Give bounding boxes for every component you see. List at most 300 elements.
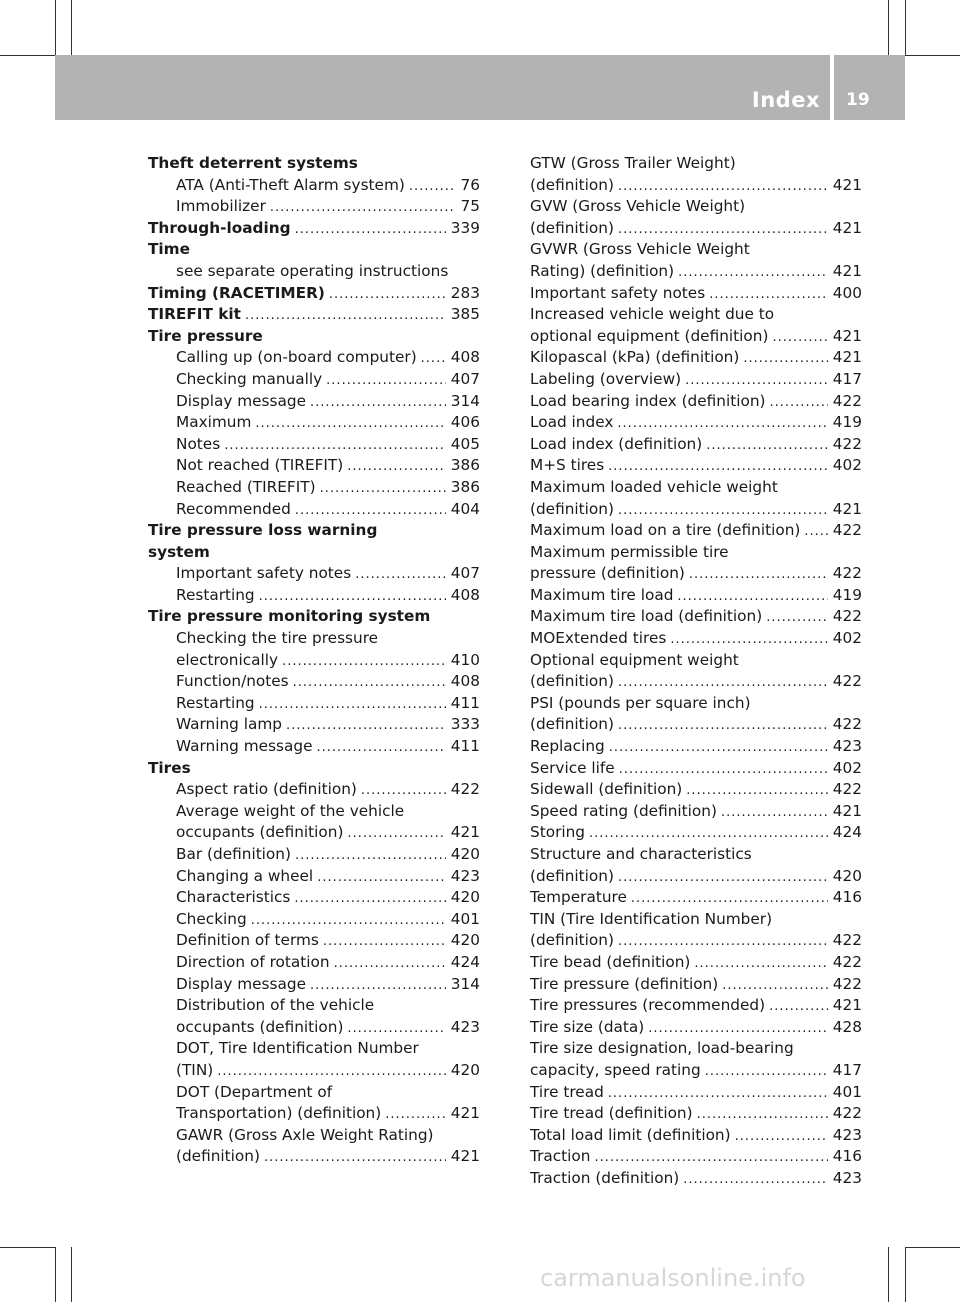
index-column-right bbox=[530, 153, 862, 1190]
index-entry-page: 402 bbox=[832, 758, 862, 777]
index-entry bbox=[148, 261, 480, 283]
index-entry-page: 386 bbox=[450, 477, 480, 496]
index-entry-page: 407 bbox=[450, 369, 480, 388]
index-entry-page: 411 bbox=[450, 693, 480, 712]
crop-mark bbox=[0, 55, 55, 56]
dot-leader bbox=[648, 1018, 828, 1040]
index-entry-text: system bbox=[148, 542, 210, 561]
index-entry-text: (definition) bbox=[530, 931, 614, 950]
index-entry-text: Direction of rotation bbox=[176, 952, 330, 971]
index-entry-text: Service life bbox=[530, 758, 615, 777]
index-entry bbox=[148, 563, 480, 585]
index-entry bbox=[148, 347, 480, 369]
index-entry bbox=[530, 822, 862, 844]
crop-mark bbox=[888, 0, 889, 55]
index-entry-text: Maximum permissible tire bbox=[530, 542, 729, 561]
index-entry-text: capacity, speed rating bbox=[530, 1060, 701, 1079]
index-entry bbox=[530, 304, 862, 326]
index-entry bbox=[148, 369, 480, 391]
dot-leader bbox=[355, 564, 446, 586]
index-entry bbox=[530, 974, 862, 996]
index-entry bbox=[148, 455, 480, 477]
index-entry-text: (definition) bbox=[176, 1147, 260, 1166]
dot-leader bbox=[294, 888, 445, 910]
index-entry-page: 417 bbox=[832, 369, 862, 388]
index-entry-page: 410 bbox=[450, 650, 480, 669]
index-entry-text: Maximum tire load (definition) bbox=[530, 607, 763, 626]
index-entry-text: Maximum loaded vehicle weight bbox=[530, 477, 778, 496]
dot-leader bbox=[609, 737, 828, 759]
index-entry-page: 408 bbox=[450, 348, 480, 367]
index-entry-text: M+S tires bbox=[530, 456, 605, 475]
index-entry-page: 339 bbox=[450, 218, 480, 237]
index-entry-text: Tires bbox=[148, 758, 191, 777]
dot-leader bbox=[334, 953, 446, 975]
index-entry-page: 423 bbox=[450, 1017, 480, 1036]
index-entry-page: 420 bbox=[450, 931, 480, 950]
index-entry bbox=[530, 175, 862, 197]
index-entry-page: 422 bbox=[832, 672, 862, 691]
index-entry-text: Tire size (data) bbox=[530, 1017, 645, 1036]
dot-leader bbox=[385, 1104, 446, 1126]
index-entry-page: 421 bbox=[450, 1104, 480, 1123]
index-entry-page: 404 bbox=[450, 499, 480, 518]
index-entry-page: 423 bbox=[832, 1168, 862, 1187]
index-entry bbox=[530, 326, 862, 348]
index-entry bbox=[148, 930, 480, 952]
index-entry-text: electronically bbox=[176, 650, 279, 669]
index-entry bbox=[530, 218, 862, 240]
dot-leader bbox=[618, 672, 828, 694]
index-entry-page: 333 bbox=[450, 715, 480, 734]
index-entry-text: Load index (definition) bbox=[530, 434, 703, 453]
index-entry-text: Structure and characteristics bbox=[530, 845, 752, 863]
index-entry bbox=[148, 499, 480, 521]
dot-leader bbox=[683, 1169, 828, 1191]
index-entry-page: 421 bbox=[832, 801, 862, 820]
index-entry-page: 422 bbox=[832, 780, 862, 799]
index-entry bbox=[148, 175, 480, 197]
index-entry-text: (definition) bbox=[530, 218, 614, 237]
index-entry-text: TIN (Tire Identification Number) bbox=[530, 909, 773, 928]
index-entry bbox=[530, 952, 862, 974]
index-entry-text: Theft deterrent systems bbox=[148, 154, 358, 172]
index-entry-text: Checking the tire pressure bbox=[176, 629, 379, 648]
index-entry bbox=[530, 736, 862, 758]
index-entry-text: Load index bbox=[530, 413, 614, 432]
index-entry-text: Average weight of the vehicle bbox=[176, 801, 405, 820]
index-entry-text: Traction bbox=[530, 1147, 591, 1166]
index-entry bbox=[530, 779, 862, 801]
index-entry bbox=[530, 520, 862, 542]
index-entry-text: Tire pressure loss warning bbox=[148, 521, 378, 540]
index-entry-text: Tire tread bbox=[530, 1082, 604, 1101]
index-entry-page: 386 bbox=[450, 456, 480, 475]
index-entry-page: 405 bbox=[450, 434, 480, 453]
index-entry-text: Reached (TIREFIT) bbox=[176, 477, 316, 496]
index-entry-text: (definition) bbox=[530, 715, 614, 734]
crop-mark bbox=[0, 1247, 55, 1248]
index-entry bbox=[530, 714, 862, 736]
index-entry-page: 422 bbox=[832, 974, 862, 993]
index-entry-page: 423 bbox=[832, 1125, 862, 1144]
index-entry bbox=[530, 499, 862, 521]
index-entry-page: 402 bbox=[832, 629, 862, 648]
index-entry bbox=[148, 1103, 480, 1125]
index-entry-page: 422 bbox=[832, 434, 862, 453]
dot-leader bbox=[217, 1061, 446, 1083]
index-entry bbox=[530, 606, 862, 628]
index-entry-text: GTW (Gross Trailer Weight) bbox=[530, 154, 736, 172]
index-entry-text: (TIN) bbox=[176, 1060, 214, 1079]
index-entry-text: Restarting bbox=[176, 585, 255, 604]
dot-leader bbox=[323, 931, 446, 953]
index-entry bbox=[530, 1017, 862, 1039]
index-entry-text: Speed rating (definition) bbox=[530, 801, 717, 820]
index-entry-text: Labeling (overview) bbox=[530, 369, 682, 388]
index-entry bbox=[148, 693, 480, 715]
dot-leader bbox=[631, 888, 828, 910]
index-entry-text: Definition of terms bbox=[176, 931, 319, 950]
dot-leader bbox=[295, 500, 446, 522]
dot-leader bbox=[295, 845, 446, 867]
dot-leader bbox=[678, 262, 828, 284]
index-entry bbox=[148, 239, 480, 261]
dot-leader bbox=[317, 737, 446, 759]
dot-leader bbox=[706, 435, 828, 457]
index-entry-page: 423 bbox=[450, 866, 480, 885]
dot-leader bbox=[264, 1147, 446, 1169]
index-entry bbox=[530, 283, 862, 305]
index-entry-text: (definition) bbox=[530, 672, 614, 691]
index-entry bbox=[530, 239, 862, 261]
index-entry bbox=[148, 1082, 480, 1104]
index-entry-text: occupants (definition) bbox=[176, 1017, 344, 1036]
index-entry-text: Temperature bbox=[530, 888, 627, 907]
index-entry-page: 422 bbox=[832, 391, 862, 410]
dot-leader bbox=[618, 219, 828, 241]
index-entry-page: 422 bbox=[832, 607, 862, 626]
index-entry-page: 420 bbox=[450, 845, 480, 863]
dot-leader bbox=[617, 413, 827, 435]
index-entry bbox=[148, 585, 480, 607]
dot-leader bbox=[594, 1147, 827, 1169]
index-entry bbox=[530, 909, 862, 931]
dot-leader bbox=[766, 607, 828, 629]
index-entry-text: Recommended bbox=[176, 499, 291, 518]
dot-leader bbox=[295, 219, 446, 241]
index-entry-text: Time bbox=[148, 240, 190, 259]
dot-leader bbox=[270, 197, 456, 219]
index-entry bbox=[148, 520, 480, 542]
page-number: 19 bbox=[846, 90, 870, 110]
index-entry-text: GAWR (Gross Axle Weight Rating) bbox=[176, 1125, 434, 1144]
index-entry bbox=[148, 1125, 480, 1147]
index-entry-text: Tire pressure bbox=[148, 326, 263, 345]
index-entry bbox=[148, 671, 480, 693]
index-entry bbox=[148, 779, 480, 801]
index-entry bbox=[530, 887, 862, 909]
index-entry-text: Kilopascal (kPa) (definition) bbox=[530, 348, 740, 367]
index-entry-text: Warning message bbox=[176, 737, 313, 756]
index-entry-page: 416 bbox=[832, 1147, 862, 1166]
index-entry bbox=[530, 801, 862, 823]
crop-mark bbox=[71, 0, 72, 55]
index-entry bbox=[530, 930, 862, 952]
index-entry-page: 314 bbox=[450, 974, 480, 993]
index-entry bbox=[530, 391, 862, 413]
index-entry bbox=[530, 563, 862, 585]
index-entry bbox=[148, 153, 480, 175]
index-entry-text: see separate operating instructions bbox=[176, 261, 449, 280]
index-entry-text: GVWR (Gross Vehicle Weight bbox=[530, 240, 750, 259]
index-entry-page: 75 bbox=[460, 197, 480, 216]
dot-leader bbox=[320, 478, 446, 500]
index-entry bbox=[530, 542, 862, 564]
index-entry bbox=[148, 714, 480, 736]
index-entry-text: Tire tread (definition) bbox=[530, 1104, 693, 1123]
watermark: carmanualsonline.info bbox=[540, 1264, 806, 1292]
index-entry-page: 422 bbox=[832, 952, 862, 971]
dot-leader bbox=[769, 996, 828, 1018]
dot-leader bbox=[282, 651, 446, 673]
index-entry bbox=[530, 412, 862, 434]
crop-mark bbox=[71, 1247, 72, 1302]
index-entry-text: optional equipment (definition) bbox=[530, 326, 769, 345]
index-entry bbox=[148, 326, 480, 348]
dot-leader bbox=[694, 953, 827, 975]
index-entry-text: Maximum bbox=[176, 413, 252, 432]
index-entry-text: Changing a wheel bbox=[176, 866, 314, 885]
index-entry bbox=[148, 477, 480, 499]
dot-leader bbox=[293, 672, 446, 694]
index-entry bbox=[148, 909, 480, 931]
index-entry-page: 400 bbox=[832, 283, 862, 302]
index-entry bbox=[148, 434, 480, 456]
index-entry-text: Storing bbox=[530, 823, 586, 842]
index-entry bbox=[530, 758, 862, 780]
index-entry-page: 283 bbox=[450, 283, 480, 302]
index-entry-text: Timing (RACETIMER) bbox=[148, 283, 325, 302]
dot-leader bbox=[618, 867, 828, 889]
index-entry-page: 424 bbox=[832, 823, 862, 842]
index-entry bbox=[530, 477, 862, 499]
index-entry-text: Replacing bbox=[530, 737, 605, 756]
dot-leader bbox=[608, 1083, 828, 1105]
index-entry bbox=[148, 1017, 480, 1039]
index-entry-text: Maximum load on a tire (definition) bbox=[530, 521, 801, 540]
index-entry-page: 428 bbox=[832, 1017, 862, 1036]
index-entry bbox=[148, 304, 480, 326]
index-entry-text: Checking bbox=[176, 909, 247, 928]
dot-leader bbox=[618, 500, 828, 522]
index-entry bbox=[148, 866, 480, 888]
index-entry bbox=[530, 844, 862, 866]
index-entry bbox=[148, 952, 480, 974]
index-entry-page: 421 bbox=[832, 218, 862, 237]
index-entry-page: 422 bbox=[832, 521, 862, 540]
index-entry-text: Immobilizer bbox=[176, 197, 266, 216]
dot-leader bbox=[286, 715, 446, 737]
index-entry-text: Traction (definition) bbox=[530, 1168, 680, 1187]
crop-mark bbox=[55, 1247, 56, 1302]
dot-leader bbox=[317, 867, 446, 889]
dot-leader bbox=[326, 370, 446, 392]
index-entry bbox=[530, 995, 862, 1017]
crop-mark bbox=[905, 1247, 960, 1248]
index-entry-text: PSI (pounds per square inch) bbox=[530, 693, 751, 712]
dot-leader bbox=[409, 176, 456, 198]
index-entry-text: Checking manually bbox=[176, 369, 323, 388]
index-entry-text: (definition) bbox=[530, 866, 614, 885]
index-entry bbox=[530, 196, 862, 218]
index-entry bbox=[530, 347, 862, 369]
index-entry bbox=[530, 866, 862, 888]
dot-leader bbox=[677, 586, 827, 608]
index-entry-page: 423 bbox=[832, 737, 862, 756]
index-entry bbox=[530, 1103, 862, 1125]
index-entry-text: Transportation) (definition) bbox=[176, 1104, 382, 1123]
index-entry bbox=[148, 1038, 480, 1060]
index-entry-page: 422 bbox=[832, 1104, 862, 1123]
crop-mark bbox=[55, 0, 56, 55]
index-entry-text: TIREFIT kit bbox=[148, 305, 241, 324]
index-entry bbox=[148, 412, 480, 434]
index-entry bbox=[530, 261, 862, 283]
index-entry-text: Tire pressure monitoring system bbox=[148, 607, 431, 626]
index-entry-text: occupants (definition) bbox=[176, 823, 344, 842]
index-entry-page: 421 bbox=[832, 175, 862, 194]
index-entry-text: (definition) bbox=[530, 175, 614, 194]
index-entry-text: Calling up (on-board computer) bbox=[176, 348, 417, 367]
crop-mark bbox=[888, 1247, 889, 1302]
index-entry bbox=[530, 153, 862, 175]
index-entry bbox=[530, 1125, 862, 1147]
index-entry-page: 408 bbox=[450, 672, 480, 691]
dot-leader bbox=[722, 975, 828, 997]
index-entry-page: 422 bbox=[832, 564, 862, 583]
index-entry-page: 421 bbox=[832, 996, 862, 1015]
dot-leader bbox=[709, 284, 828, 306]
dot-leader bbox=[686, 780, 828, 802]
index-entry-text: Maximum tire load bbox=[530, 585, 674, 604]
dot-leader bbox=[361, 780, 446, 802]
index-entry-text: Distribution of the vehicle bbox=[176, 996, 375, 1015]
index-entry-text: Warning lamp bbox=[176, 715, 282, 734]
index-entry-text: ATA (Anti-Theft Alarm system) bbox=[176, 175, 405, 194]
index-entry-page: 416 bbox=[832, 888, 862, 907]
index-entry bbox=[530, 650, 862, 672]
index-entry-text: Tire size designation, load-bearing bbox=[530, 1039, 794, 1058]
index-entry-text: Tire pressures (recommended) bbox=[530, 996, 766, 1015]
index-entry-page: 421 bbox=[832, 499, 862, 518]
index-entry bbox=[148, 801, 480, 823]
header-separator bbox=[830, 55, 834, 120]
crop-mark bbox=[905, 1247, 906, 1302]
dot-leader bbox=[310, 392, 446, 414]
index-entry-text: Important safety notes bbox=[176, 564, 352, 583]
index-entry-page: 401 bbox=[832, 1082, 862, 1101]
index-entry bbox=[530, 1082, 862, 1104]
crop-mark bbox=[905, 55, 960, 56]
index-entry-text: Function/notes bbox=[176, 672, 289, 691]
index-entry bbox=[530, 585, 862, 607]
index-entry bbox=[148, 650, 480, 672]
index-entry-page: 408 bbox=[450, 585, 480, 604]
index-entry-text: DOT (Department of bbox=[176, 1082, 333, 1101]
index-entry-page: 407 bbox=[450, 564, 480, 583]
index-entry-text: Characteristics bbox=[176, 888, 291, 907]
index-entry bbox=[148, 974, 480, 996]
index-entry bbox=[530, 369, 862, 391]
index-entry bbox=[148, 196, 480, 218]
index-entry-text: Sidewall (definition) bbox=[530, 780, 683, 799]
index-entry bbox=[148, 1146, 480, 1168]
dot-leader bbox=[259, 586, 446, 608]
index-entry-text: Tire pressure (definition) bbox=[530, 974, 719, 993]
index-entry bbox=[148, 844, 480, 866]
index-entry-page: 420 bbox=[832, 866, 862, 885]
dot-leader bbox=[618, 715, 828, 737]
crop-mark bbox=[905, 0, 906, 55]
index-entry-text: Bar (definition) bbox=[176, 845, 291, 863]
dot-leader bbox=[743, 348, 827, 370]
dot-leader bbox=[697, 1104, 828, 1126]
dot-leader bbox=[347, 823, 445, 845]
index-entry-page: 421 bbox=[450, 823, 480, 842]
index-entry-text: Aspect ratio (definition) bbox=[176, 780, 357, 799]
index-entry-text: Rating) (definition) bbox=[530, 261, 675, 280]
dot-leader bbox=[618, 931, 828, 953]
index-entry bbox=[530, 434, 862, 456]
index-entry bbox=[148, 887, 480, 909]
dot-leader bbox=[245, 305, 446, 327]
index-entry-page: 411 bbox=[450, 737, 480, 756]
index-entry-page: 419 bbox=[832, 585, 862, 604]
index-entry bbox=[148, 542, 480, 564]
dot-leader bbox=[251, 910, 446, 932]
dot-leader bbox=[619, 759, 828, 781]
dot-leader bbox=[421, 348, 446, 370]
index-entry bbox=[148, 1060, 480, 1082]
dot-leader bbox=[770, 392, 828, 414]
index-entry-text: Increased vehicle weight due to bbox=[530, 305, 775, 324]
index-entry-page: 421 bbox=[832, 261, 862, 280]
index-column-left bbox=[148, 153, 480, 1168]
index-entry bbox=[530, 1038, 862, 1060]
index-entry bbox=[148, 628, 480, 650]
dot-leader bbox=[259, 694, 446, 716]
index-entry-page: 421 bbox=[450, 1147, 480, 1166]
dot-leader bbox=[329, 284, 446, 306]
index-entry-page: 421 bbox=[832, 348, 862, 367]
index-entry bbox=[148, 758, 480, 780]
index-entry-text: Important safety notes bbox=[530, 283, 706, 302]
dot-leader bbox=[689, 564, 828, 586]
index-entry-text: Restarting bbox=[176, 693, 255, 712]
index-entry bbox=[148, 283, 480, 305]
index-entry bbox=[530, 628, 862, 650]
index-entry bbox=[530, 1168, 862, 1190]
index-entry bbox=[530, 455, 862, 477]
index-entry-text: pressure (definition) bbox=[530, 564, 685, 583]
dot-leader bbox=[255, 413, 445, 435]
dot-leader bbox=[685, 370, 828, 392]
index-entry-text: Through-loading bbox=[148, 218, 291, 237]
dot-leader bbox=[772, 327, 827, 349]
index-entry-page: 417 bbox=[832, 1060, 862, 1079]
index-entry bbox=[148, 736, 480, 758]
